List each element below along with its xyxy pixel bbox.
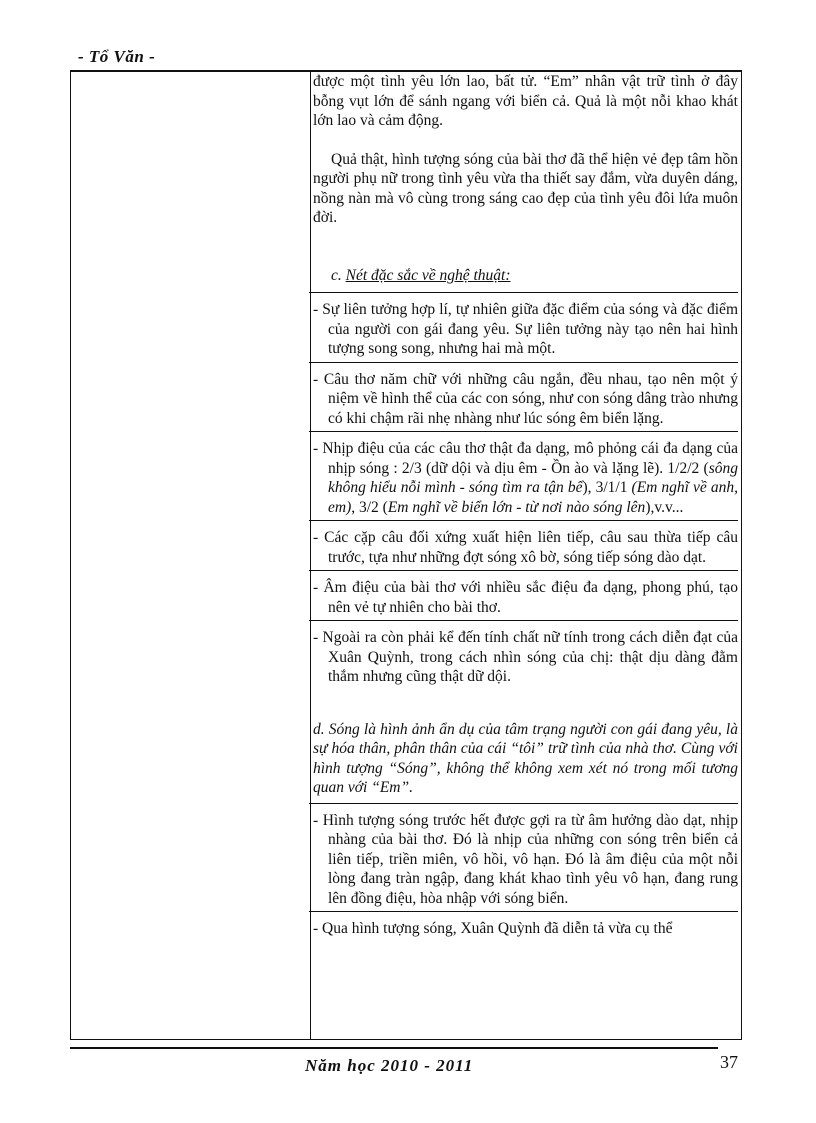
page-number: 37 — [720, 1052, 738, 1072]
bullet-text: - Các cặp câu đối xứng xuất hiện liên tiếp, câu sau thừa tiếp câu trước, tựa như những đợt sóng xô bờ, sóng tiếp sóng dào dạt. — [313, 529, 738, 566]
section-c-heading — [313, 266, 738, 286]
section-d-heading: d. Sóng là hình ảnh ẩn dụ của tâm trạng người con gái đang yêu, là sự hóa thân, phân thân của cái “tôi” trữ tình của nhà thơ. Cùng với hình tượng “Sóng”, không thể không xem xét nó trong mối tương quan với “Em”. — [313, 720, 738, 796]
bullet-text: - Qua hình tượng sóng, Xuân Quỳnh đã diễn tả vừa cụ thể — [313, 920, 673, 937]
list-item — [309, 292, 738, 362]
bullet-3-part-f: Em nghĩ về biển lớn - từ nơi nào sóng lên — [387, 498, 646, 516]
footer-school-year: Năm học 2010 - 2011 — [305, 1056, 474, 1075]
footer-rule — [70, 1047, 718, 1049]
bullet-3-part-g: ),v.v... — [645, 498, 684, 516]
bullet-3-part-e: , 3/2 ( — [351, 498, 388, 516]
bullet-text — [313, 439, 738, 517]
list-item — [309, 431, 738, 520]
bullet-text: - Hình tượng sóng trước hết được gợi ra từ âm hưởng dào dạt, nhịp nhàng của bài thơ. Đó là nhịp của những con sóng trên biển cả liên tiếp, triền miên, vô hồi, vô hạn. Đó là âm điệu của một nỗi lòng đang tràn ngập, đang khát khao tình yêu vô hạn, đang rung lên đồng điệu, hòa nhập với sóng biển. — [313, 811, 738, 907]
summary-paragraph: Quả thật, hình tượng sóng của bài thơ đã thể hiện vẻ đẹp tâm hồn người phụ nữ trong tình yêu vừa tha thiết say đắm, vừa duyên dáng, nồng nàn mà vô cùng trong sáng cao đẹp của tình yêu đôi lứa muôn đời. — [313, 150, 738, 226]
list-item — [309, 520, 738, 570]
bullet-3-part-d: (Em nghĩ về anh, em) — [328, 479, 739, 516]
list-item — [309, 620, 738, 690]
bullet-text: - Sự liên tưởng hợp lí, tự nhiên giữa đặc điểm của sóng và đặc điểm của người con gái đang yêu. Sự liên tưởng này tạo nên hai hình tượng song song, nhưng hai mà một. — [313, 301, 738, 357]
section-c-title: Nét đặc sắc về nghệ thuật: — [345, 266, 511, 284]
bullet-text: - Câu thơ năm chữ với những câu ngắn, đều nhau, tạo nên một ý niệm về hình thể của các con sóng, như con sóng dâng trào nhưng có khi chậm rãi nhẹ nhàng như lúc sóng êm biển lặng. — [313, 370, 738, 427]
bullet-text: - Ngoài ra còn phải kể đến tính chất nữ tính trong cách diễn đạt của Xuân Quỳnh, trong cách nhìn sóng của chị: thật dịu dàng đằm thắm nhưng cũng thật dữ dội. — [313, 629, 738, 685]
list-item — [309, 803, 738, 912]
list-item — [309, 911, 738, 942]
bullet-3-part-a: - Nhịp điệu của các câu thơ thật đa dạng, mô phỏng cái đa dạng của nhịp sóng : 2/3 (dữ dội và dịu êm - Ồn ào và lặng lẽ). 1/2/2 ( — [313, 440, 738, 477]
section-c-label: c. — [331, 266, 342, 284]
content-column — [313, 72, 738, 942]
bullet-3-part-c: ), 3/1/1 — [582, 479, 632, 496]
list-item — [309, 570, 738, 620]
page-header: - Tổ Văn - — [78, 47, 156, 66]
continuation-paragraph: được một tình yêu lớn lao, bất tử. “Em” nhân vật trữ tình ở đây bỗng vụt lớn để sánh ngang với biển cả. Quả là một nỗi khao khát lớn lao và cảm động. — [313, 73, 738, 129]
bullet-3-part-b: sông không hiểu nỗi mình - sóng tìm ra tận bể — [328, 459, 738, 496]
list-item — [309, 362, 738, 432]
bullet-text: - Âm điệu của bài thơ với nhiều sắc điệu đa dạng, phong phú, tạo nên vẻ tự nhiên cho bài thơ. — [313, 579, 738, 616]
